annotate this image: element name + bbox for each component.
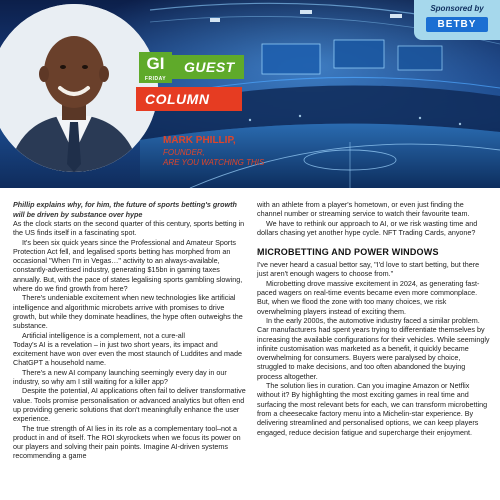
paragraph: with an athlete from a player's hometown, or even just finding the channel number or streaming service to watch their favourite team.: [257, 200, 470, 219]
paragraph: In the early 2000s, the automotive industry faced a similar problem. Car manufacturers had spent years trying to differentiate themselves by increasing the available configurations for their vehicles. While seemingly infinite customisation was marketed as a benefit, it quickly became overwhelming for consumers. Buyers were paralysed by choice, struggled to make decisions, and too often abandoned the buying process altogether.: [257, 315, 490, 381]
paragraph: It's been six quick years since the Professional and Amateur Sports Protection Act fell, and legalised sports betting has morphed from an occasional "When I'm in Vegas…" activity to an always-available, constantly-advertised industry, generating $15bn in gaming taxes annually. But, with the pace of states legalising sports gambling slowing, where do we find growth from here?: [13, 237, 243, 294]
paragraph: There's undeniable excitement when new technologies like artificial intelligence and algorithmic microbets arrive with promises to drive growth, but while they dominate headlines, the hype often outweighs the substance.: [13, 293, 243, 331]
paragraph: There's a new AI company launching seemingly every day in our industry, so why am I still waiting for a killer app?: [13, 367, 227, 387]
sponsor-logo: BETBY: [426, 17, 488, 32]
paragraph: Today's AI is a revelation – in just two short years, its impact and excitement have won over even the most staunch of Luddites and made ChatGPT a household name.: [13, 339, 242, 368]
section-heading: MICROBETTING AND POWER WINDOWS: [257, 247, 439, 258]
author-role-title: FOUNDER,: [163, 148, 205, 157]
paragraph: We have to rethink our approach to AI, or we risk wasting time and dollars chasing yet another hype cycle. NFT Trading Cards, anyone?: [257, 218, 478, 237]
paragraph: I've never heard a casual bettor say, "I'd love to start betting, but there just aren't enough wagers to choose from.": [257, 260, 480, 279]
author-role: [163, 148, 303, 168]
paragraph: Despite the potential, AI applications often fail to deliver transformative value. Tools promise personalisation or advanced analytics but often end up providing generic solutions that don't meaningfully enhance the user experience.: [13, 386, 246, 424]
gi-logo-sub: FRIDAY: [144, 76, 167, 82]
column-tab: COLUMN: [136, 87, 242, 111]
gi-logo-mark: GI: [146, 54, 165, 73]
header-banner: [0, 0, 500, 188]
sponsor-box: [414, 0, 500, 40]
author-role-company: ARE YOU WATCHING THIS: [163, 158, 265, 167]
guest-tab: GUEST: [172, 55, 244, 79]
author-name: MARK PHILLIP,: [163, 135, 236, 146]
paragraph: The true strength of AI lies in its role as a complementary tool–not a product in and of itself. The ROI skyrockets when we focus its power on our players and solving their pain points. Imagine AI-driven systems recommending a game: [13, 423, 241, 461]
article-right-column: [257, 200, 490, 437]
gi-friday-logo: [139, 52, 172, 83]
paragraph: As the clock starts on the second quarter of this century, sports betting in the US finds itself in a fascinating spot.: [13, 219, 245, 238]
paragraph: The solution lies in curation. Can you imagine Amazon or Netflix without it? By highlighting the most exciting games in real time and surfacing the most relevant bets for each, we can transform microbetting from a cheesecake factory menu into a Michelin-star experience. By delivering streamlined and personalised options, we can keep players engaged, reduce decision fatigue and supercharge their enjoyment.: [257, 381, 488, 437]
paragraph: Artificial intelligence is a complement, not a cure-all: [22, 330, 185, 340]
sponsor-label: Sponsored by: [430, 4, 484, 13]
article-left-column: [13, 200, 246, 461]
paragraph: Microbetting drove massive excitement in 2024, as generating fast-paced wagers on real-time events became even more commonplace. But, when we flood the zone with too many choices, we risk overwhelming players instead of exciting them.: [257, 278, 480, 316]
standfirst: Phillip explains why, for him, the future of sports betting's growth will be driven by substance over hype: [13, 200, 237, 219]
